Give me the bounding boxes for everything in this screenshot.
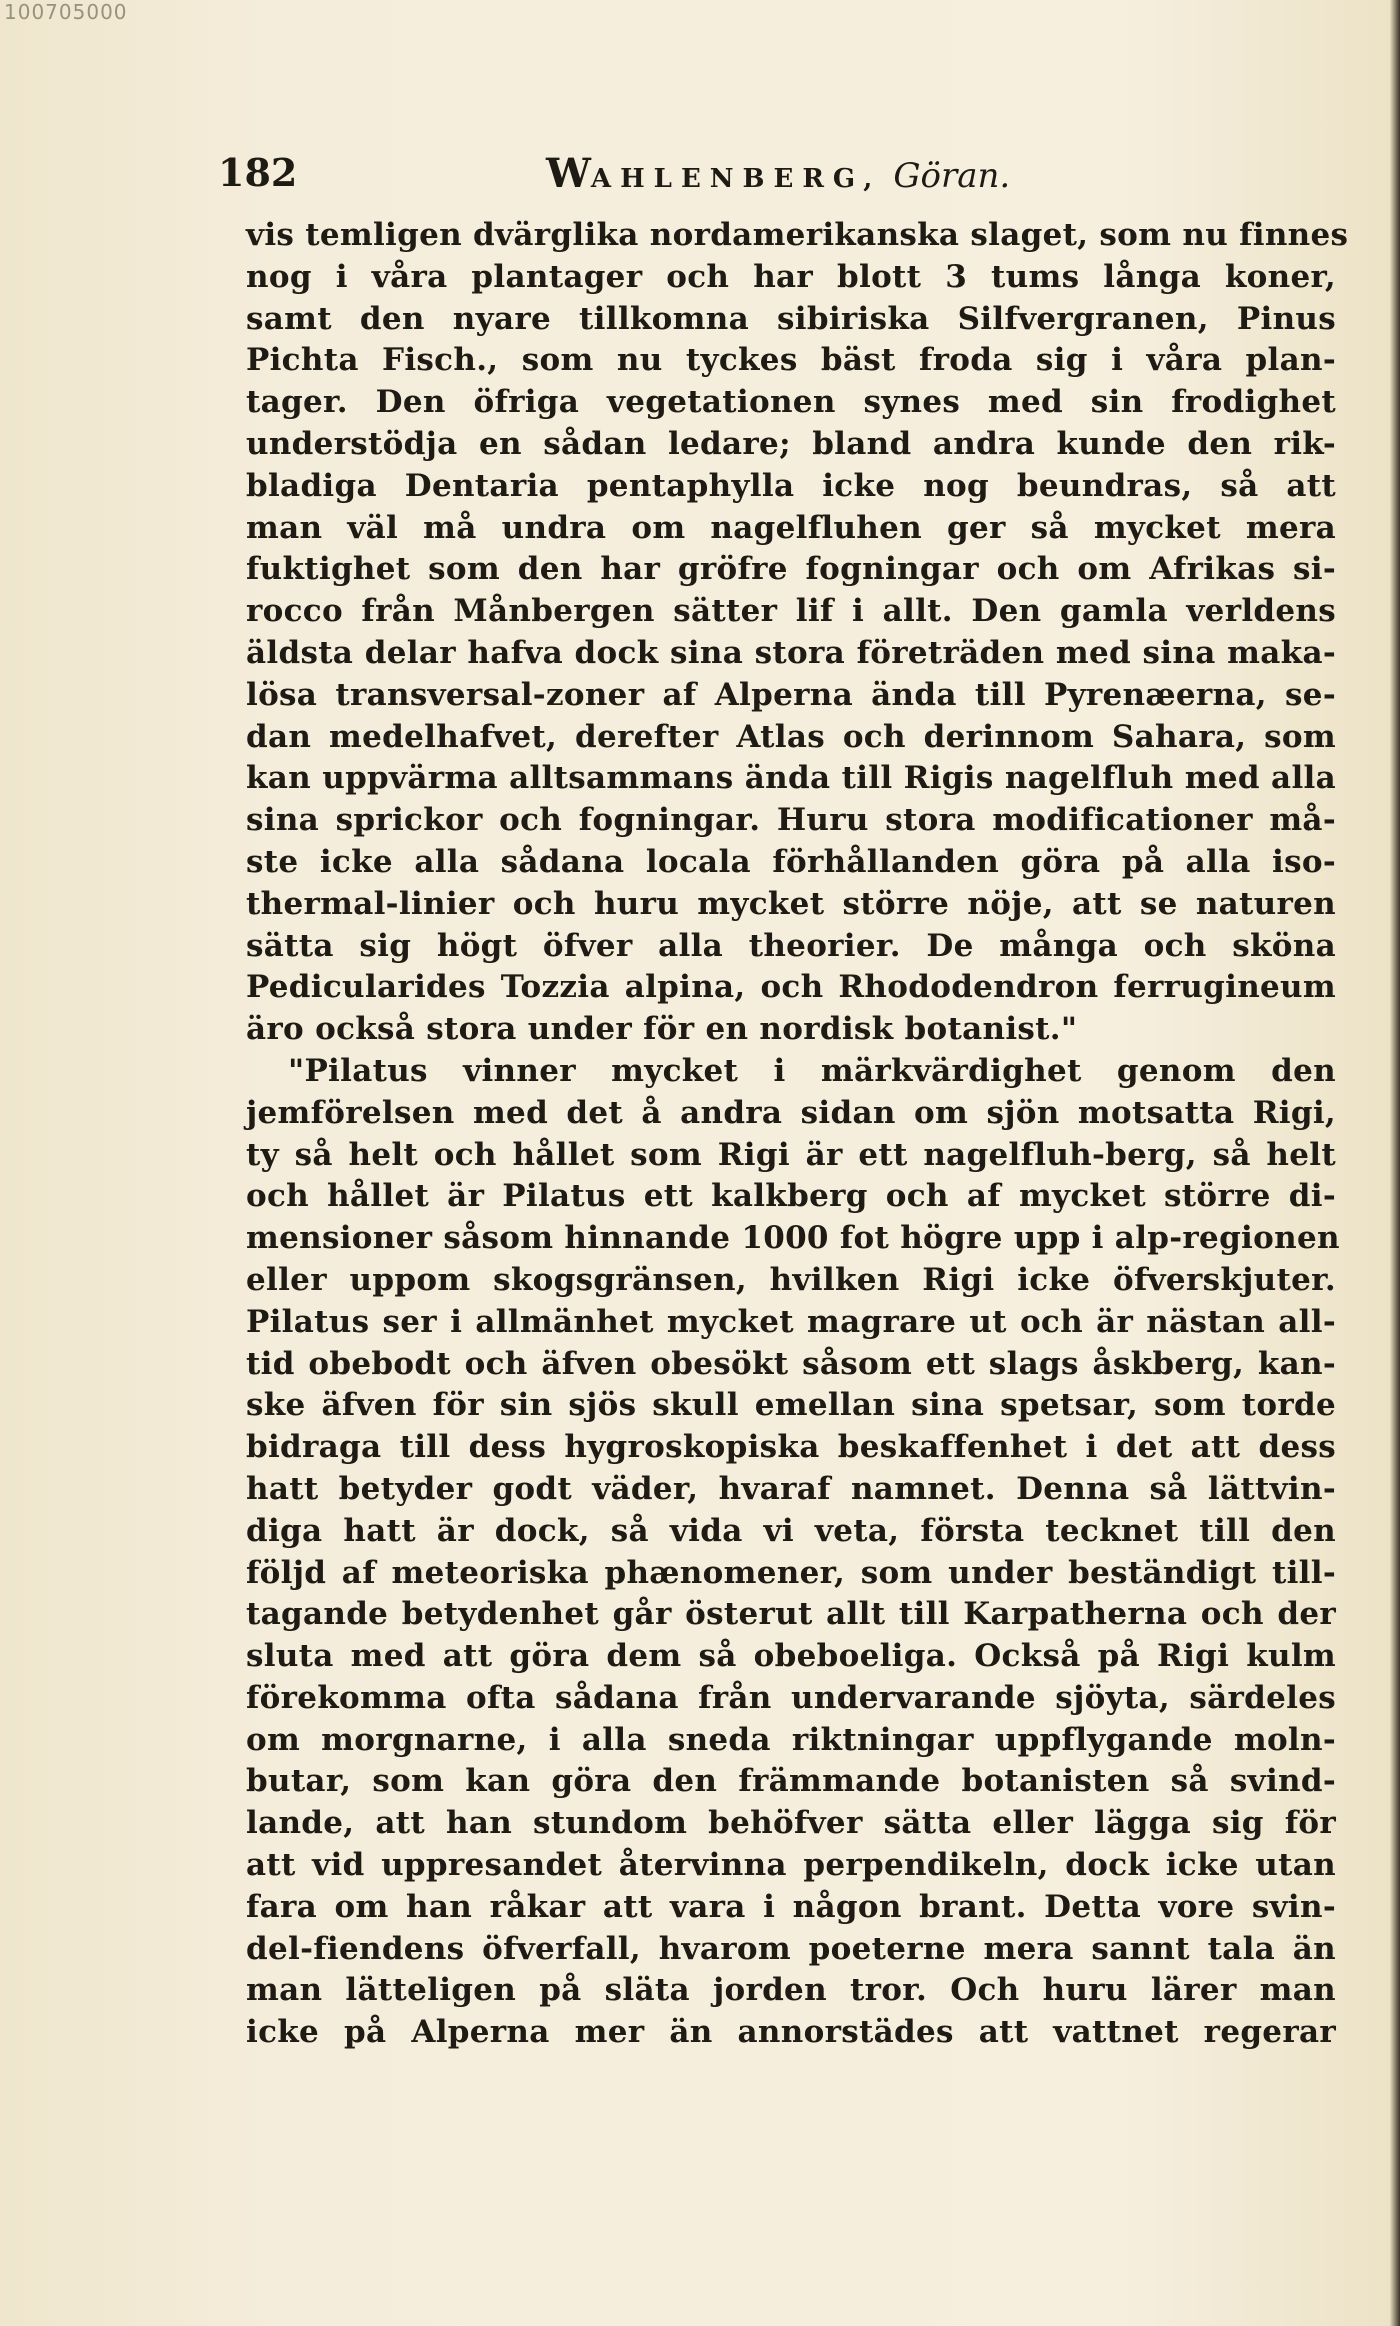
- text-line: äldsta delar hafva dock sina stora företräden med sina maka-: [246, 634, 1336, 671]
- text-line: samt den nyare tillkomna sibiriska Silfvergranen, Pinus: [246, 300, 1336, 337]
- text-line: sätta sig högt öfver alla theorier. De många och sköna: [246, 927, 1336, 964]
- text-line: man lätteligen på släta jorden tror. Och huru lärer man: [246, 1972, 1336, 2009]
- text-line: ske äfven för sin sjös skull emellan sina spetsar, som torde: [246, 1387, 1336, 1424]
- text-line: "Pilatus vinner mycket i märkvärdighet genom den: [288, 1052, 1336, 1089]
- text-line: tagande betydenhet går österut allt till Karpatherna och der: [246, 1596, 1336, 1633]
- text-line: dan medelhafvet, derefter Atlas och derinnom Sahara, som: [246, 718, 1336, 755]
- text-line: Pilatus ser i allmänhet mycket magrare ut och är nästan all-: [246, 1303, 1336, 1340]
- text-line: rocco från Månbergen sätter lif i allt. Den gamla verldens: [246, 593, 1336, 630]
- text-line: butar, som kan göra den främmande botanisten så svind-: [246, 1763, 1336, 1800]
- text-line: äro också stora under för en nordisk botanist.": [246, 1011, 1078, 1048]
- text-line: eller uppom skogsgränsen, hvilken Rigi icke öfverskjuter.: [246, 1261, 1336, 1298]
- running-head-initial: W: [546, 150, 591, 197]
- text-line: bidraga till dess hygroskopiska beskaffenhet i det att dess: [246, 1429, 1336, 1466]
- page-header: [218, 150, 1018, 200]
- body-text: [246, 215, 1349, 2054]
- text-line: fara om han råkar att vara i någon brant. Detta vore svin-: [246, 1888, 1336, 1925]
- text-line: om morgnarne, i alla sneda riktningar uppflygande moln-: [246, 1721, 1336, 1758]
- text-line: att vid uppresandet återvinna perpendikeln, dock icke utan: [246, 1847, 1336, 1884]
- text-line: sina sprickor och fogningar. Huru stora modificationer må-: [246, 802, 1336, 839]
- text-line: mensioner såsom hinnande 1000 fot högre upp i alp-regionen: [246, 1220, 1340, 1257]
- text-line: följd af meteoriska phænomener, som under beständigt till-: [246, 1554, 1336, 1591]
- text-line: bladiga Dentaria pentaphylla icke nog beundras, så att: [246, 467, 1336, 504]
- text-line: lande, att han stundom behöfver sätta eller lägga sig för: [246, 1805, 1336, 1842]
- text-line: hatt betyder godt väder, hvaraf namnet. Denna så lättvin-: [246, 1470, 1336, 1507]
- text-line: jemförelsen med det å andra sidan om sjön motsatta Rigi,: [246, 1094, 1336, 1131]
- text-line: understödja en sådan ledare; bland andra kunde den rik-: [246, 425, 1336, 462]
- text-line: nog i våra plantager och har blott 3 tums långa koner,: [246, 258, 1336, 295]
- text-line: diga hatt är dock, så vida vi veta, första tecknet till den: [246, 1512, 1336, 1549]
- scan-edge: [1390, 0, 1400, 2326]
- text-line: lösa transversal-zoner af Alperna ända till Pyrenæerna, se-: [246, 676, 1336, 713]
- text-line: tid obebodt och äfven obesökt såsom ett slags åskberg, kan-: [246, 1345, 1336, 1382]
- text-line: man väl må undra om nagelfluhen ger så mycket mera: [246, 509, 1336, 546]
- running-head-surname: AHLENBERG,: [590, 164, 882, 194]
- page-number: 182: [218, 150, 298, 195]
- text-line: kan uppvärma alltsammans ända till Rigis nagelfluh med alla: [246, 760, 1336, 797]
- text-line: Pichta Fisch., som nu tyckes bäst froda sig i våra plan-: [246, 342, 1336, 379]
- running-head: [546, 150, 1010, 197]
- text-line: vis temligen dvärglika nordamerikanska slaget, som nu finnes: [246, 217, 1349, 253]
- text-line: thermal-linier och huru mycket större nöje, att se naturen: [246, 885, 1336, 922]
- running-head-forename: Göran.: [893, 156, 1011, 196]
- text-line: fuktighet som den har gröfre fogningar och om Afrikas si-: [246, 551, 1336, 588]
- text-line: förekomma ofta sådana från undervarande sjöyta, särdeles: [246, 1679, 1336, 1716]
- text-line: ste icke alla sådana locala förhållanden göra på alla iso-: [246, 843, 1336, 880]
- text-line: och hållet är Pilatus ett kalkberg och af mycket större di-: [246, 1178, 1336, 1215]
- text-line: ty så helt och hållet som Rigi är ett nagelfluh-berg, så helt: [246, 1136, 1336, 1173]
- scan-id: 100705000: [4, 0, 128, 24]
- text-line: Pedicularides Tozzia alpina, och Rhododendron ferrugineum: [246, 969, 1336, 1006]
- text-line: sluta med att göra dem så obeboeliga. Också på Rigi kulm: [246, 1638, 1336, 1675]
- text-line: icke på Alperna mer än annorstädes att vattnet regerar: [246, 2014, 1336, 2051]
- text-line: tager. Den öfriga vegetationen synes med sin frodighet: [246, 384, 1336, 421]
- text-line: del-fiendens öfverfall, hvarom poeterne mera sannt tala än: [246, 1930, 1336, 1967]
